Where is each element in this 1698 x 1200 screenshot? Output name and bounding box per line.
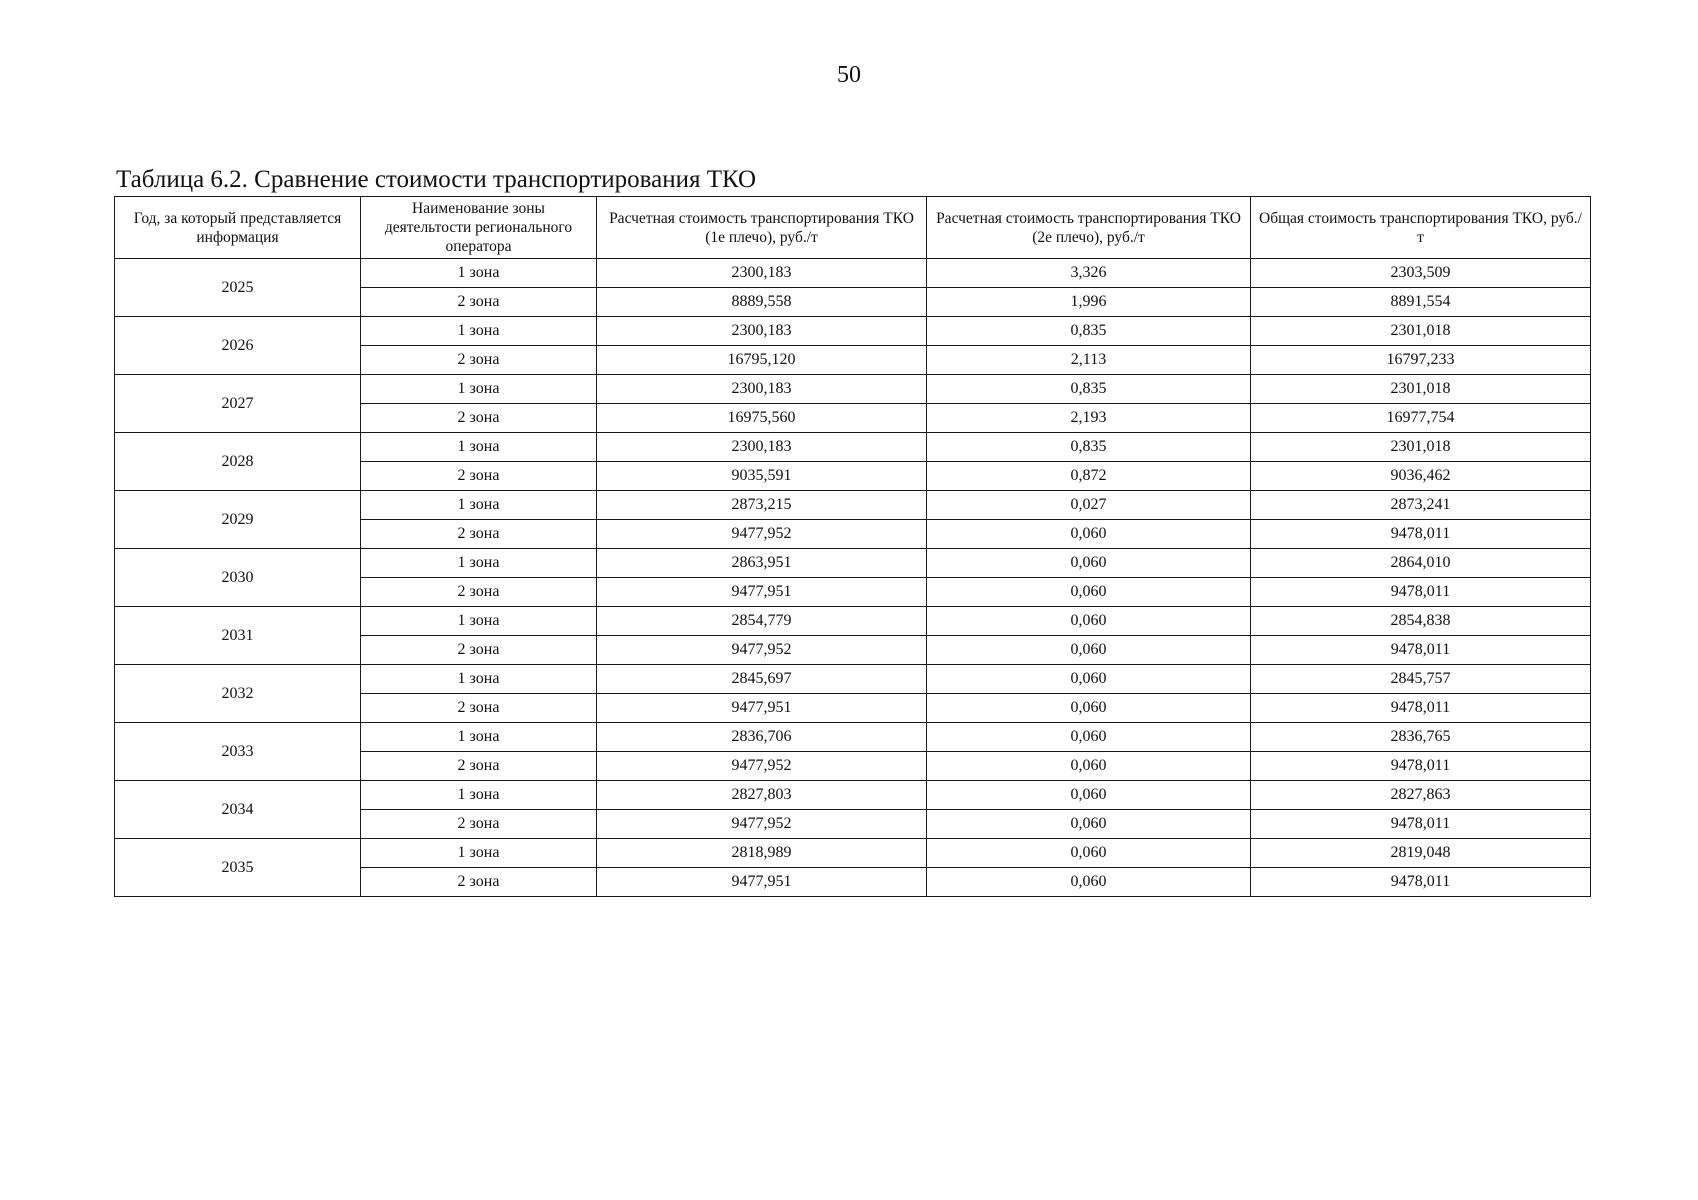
leg1-cost-cell: 9477,952 — [597, 520, 927, 549]
leg2-cost-cell: 1,996 — [927, 288, 1251, 317]
zone-cell: 2 зона — [361, 694, 597, 723]
zone-cell: 2 зона — [361, 288, 597, 317]
table-row — [115, 317, 1591, 346]
leg2-cost-cell: 0,835 — [927, 375, 1251, 404]
table-row — [115, 723, 1591, 752]
year-cell: 2027 — [115, 375, 361, 433]
leg1-cost-cell: 2300,183 — [597, 433, 927, 462]
leg1-cost-cell: 2818,989 — [597, 839, 927, 868]
leg2-cost-cell: 0,060 — [927, 520, 1251, 549]
zone-cell: 1 зона — [361, 723, 597, 752]
year-cell: 2025 — [115, 259, 361, 317]
year-cell: 2032 — [115, 665, 361, 723]
zone-cell: 2 зона — [361, 810, 597, 839]
leg1-cost-cell: 9477,952 — [597, 752, 927, 781]
leg1-cost-cell: 16975,560 — [597, 404, 927, 433]
leg2-cost-cell: 0,060 — [927, 781, 1251, 810]
leg1-cost-cell: 16795,120 — [597, 346, 927, 375]
leg1-cost-cell: 8889,558 — [597, 288, 927, 317]
zone-cell: 2 зона — [361, 404, 597, 433]
leg2-cost-cell: 0,835 — [927, 433, 1251, 462]
leg2-cost-cell: 0,872 — [927, 462, 1251, 491]
leg2-cost-cell: 0,060 — [927, 868, 1251, 897]
header-leg1-cost: Расчетная стоимость транспортирования ТКО (1е плечо), руб./т — [597, 197, 927, 259]
zone-cell: 1 зона — [361, 317, 597, 346]
leg1-cost-cell: 9477,952 — [597, 636, 927, 665]
zone-cell: 1 зона — [361, 665, 597, 694]
leg2-cost-cell: 2,113 — [927, 346, 1251, 375]
total-cost-cell: 2873,241 — [1251, 491, 1591, 520]
total-cost-cell: 2864,010 — [1251, 549, 1591, 578]
total-cost-cell: 9478,011 — [1251, 752, 1591, 781]
year-cell: 2028 — [115, 433, 361, 491]
total-cost-cell: 2854,838 — [1251, 607, 1591, 636]
total-cost-cell: 8891,554 — [1251, 288, 1591, 317]
leg2-cost-cell: 0,060 — [927, 636, 1251, 665]
zone-cell: 1 зона — [361, 433, 597, 462]
year-cell: 2026 — [115, 317, 361, 375]
table-row — [115, 491, 1591, 520]
transport-cost-table — [114, 196, 1591, 897]
zone-cell: 1 зона — [361, 781, 597, 810]
zone-cell: 1 зона — [361, 607, 597, 636]
header-total-cost: Общая стоимость транспортирования ТКО, руб./т — [1251, 197, 1591, 259]
zone-cell: 1 зона — [361, 491, 597, 520]
table-row — [115, 607, 1591, 636]
total-cost-cell: 2301,018 — [1251, 317, 1591, 346]
zone-cell: 2 зона — [361, 578, 597, 607]
table-header — [115, 197, 1591, 259]
total-cost-cell: 16797,233 — [1251, 346, 1591, 375]
leg1-cost-cell: 2836,706 — [597, 723, 927, 752]
leg1-cost-cell: 2300,183 — [597, 259, 927, 288]
leg1-cost-cell: 2300,183 — [597, 375, 927, 404]
header-year: Год, за который представляется информация — [115, 197, 361, 259]
header-row — [115, 197, 1591, 259]
leg2-cost-cell: 0,060 — [927, 694, 1251, 723]
total-cost-cell: 2301,018 — [1251, 433, 1591, 462]
leg1-cost-cell: 2845,697 — [597, 665, 927, 694]
header-zone: Наименование зоны деятельтости регионального оператора — [361, 197, 597, 259]
total-cost-cell: 2301,018 — [1251, 375, 1591, 404]
leg1-cost-cell: 2854,779 — [597, 607, 927, 636]
year-cell: 2034 — [115, 781, 361, 839]
leg1-cost-cell: 9477,951 — [597, 578, 927, 607]
total-cost-cell: 9478,011 — [1251, 810, 1591, 839]
leg2-cost-cell: 0,835 — [927, 317, 1251, 346]
leg2-cost-cell: 0,060 — [927, 665, 1251, 694]
total-cost-cell: 2845,757 — [1251, 665, 1591, 694]
total-cost-cell: 9478,011 — [1251, 520, 1591, 549]
zone-cell: 1 зона — [361, 375, 597, 404]
leg2-cost-cell: 0,060 — [927, 723, 1251, 752]
leg1-cost-cell: 9477,951 — [597, 694, 927, 723]
leg1-cost-cell: 2827,803 — [597, 781, 927, 810]
zone-cell: 2 зона — [361, 636, 597, 665]
leg2-cost-cell: 0,060 — [927, 549, 1251, 578]
zone-cell: 2 зона — [361, 346, 597, 375]
zone-cell: 1 зона — [361, 839, 597, 868]
zone-cell: 2 зона — [361, 752, 597, 781]
year-cell: 2031 — [115, 607, 361, 665]
zone-cell: 1 зона — [361, 259, 597, 288]
leg2-cost-cell: 0,060 — [927, 810, 1251, 839]
table-row — [115, 549, 1591, 578]
total-cost-cell: 9478,011 — [1251, 578, 1591, 607]
year-cell: 2030 — [115, 549, 361, 607]
page-number: 50 — [837, 62, 861, 88]
zone-cell: 2 зона — [361, 462, 597, 491]
table-caption: Таблица 6.2. Сравнение стоимости транспортирования ТКО — [116, 166, 757, 193]
table-body — [115, 259, 1591, 897]
leg1-cost-cell: 2300,183 — [597, 317, 927, 346]
leg2-cost-cell: 0,027 — [927, 491, 1251, 520]
zone-cell: 2 зона — [361, 520, 597, 549]
year-cell: 2033 — [115, 723, 361, 781]
table-row — [115, 375, 1591, 404]
leg2-cost-cell: 2,193 — [927, 404, 1251, 433]
leg1-cost-cell: 9477,951 — [597, 868, 927, 897]
leg1-cost-cell: 9035,591 — [597, 462, 927, 491]
total-cost-cell: 2819,048 — [1251, 839, 1591, 868]
table-row — [115, 781, 1591, 810]
total-cost-cell: 9478,011 — [1251, 636, 1591, 665]
leg2-cost-cell: 0,060 — [927, 752, 1251, 781]
year-cell: 2029 — [115, 491, 361, 549]
header-leg2-cost: Расчетная стоимость транспортирования ТКО (2е плечо), руб./т — [927, 197, 1251, 259]
table-row — [115, 433, 1591, 462]
total-cost-cell: 2836,765 — [1251, 723, 1591, 752]
total-cost-cell: 9478,011 — [1251, 694, 1591, 723]
leg2-cost-cell: 0,060 — [927, 578, 1251, 607]
year-cell: 2035 — [115, 839, 361, 897]
leg2-cost-cell: 0,060 — [927, 607, 1251, 636]
leg1-cost-cell: 2873,215 — [597, 491, 927, 520]
zone-cell: 1 зона — [361, 549, 597, 578]
leg1-cost-cell: 9477,952 — [597, 810, 927, 839]
leg2-cost-cell: 0,060 — [927, 839, 1251, 868]
table-row — [115, 259, 1591, 288]
total-cost-cell: 9036,462 — [1251, 462, 1591, 491]
leg2-cost-cell: 3,326 — [927, 259, 1251, 288]
table-row — [115, 839, 1591, 868]
total-cost-cell: 2303,509 — [1251, 259, 1591, 288]
total-cost-cell: 2827,863 — [1251, 781, 1591, 810]
table-row — [115, 665, 1591, 694]
total-cost-cell: 16977,754 — [1251, 404, 1591, 433]
leg1-cost-cell: 2863,951 — [597, 549, 927, 578]
total-cost-cell: 9478,011 — [1251, 868, 1591, 897]
zone-cell: 2 зона — [361, 868, 597, 897]
